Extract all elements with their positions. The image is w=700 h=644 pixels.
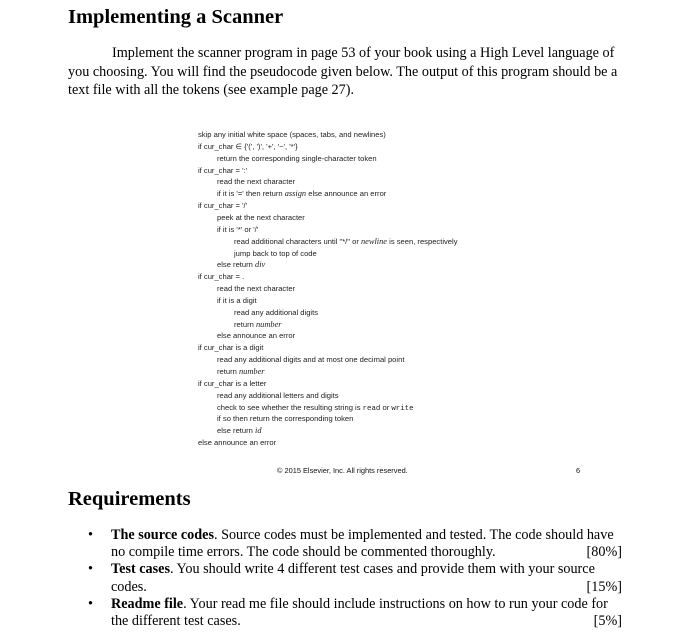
requirement-item xyxy=(88,527,622,561)
pseudocode-line: if it is a digit xyxy=(217,295,257,305)
pseudocode-line: read any additional digits xyxy=(234,307,319,317)
pseudocode-line: jump back to top of code xyxy=(234,248,317,258)
requirement-item xyxy=(88,561,622,595)
figure-copyright: © 2015 Elsevier, Inc. All rights reserved. xyxy=(277,466,408,475)
requirement-text-cont: no compile time errors. The code should be commented thoroughly. xyxy=(111,544,496,561)
pseudocode-line: read any additional letters and digits xyxy=(217,390,339,400)
requirement-item xyxy=(88,596,622,630)
figure-page-number: 6 xyxy=(576,466,581,475)
intro-line-1: Implement the scanner program in page 53 of your book using a High Level language of xyxy=(112,45,615,61)
requirement-title: The source codes xyxy=(111,527,214,543)
page-title: Implementing a Scanner xyxy=(68,6,284,28)
pseudocode-line: skip any initial white space (spaces, tabs, and newlines) xyxy=(198,130,386,139)
pseudocode-line: if cur_char = '/' xyxy=(198,201,248,211)
pseudocode-line: peek at the next character xyxy=(217,212,305,222)
pseudocode-line: if cur_char is a letter xyxy=(198,378,267,388)
requirement-weight: [5%] xyxy=(593,613,622,630)
intro-line-2: you choosing. You will find the pseudocode given below. The output of this program should be a xyxy=(68,63,618,80)
pseudocode-line: read the next character xyxy=(217,177,296,187)
pseudocode-line: read any additional digits and at most one decimal point xyxy=(217,355,405,365)
pseudocode-line: else return div xyxy=(217,260,266,270)
requirement-title: Readme file xyxy=(111,595,184,612)
requirement-weight: [80%] xyxy=(586,544,622,561)
pseudocode-line: read the next character xyxy=(217,284,296,294)
pseudocode-line: read additional characters until "*/" or newline is seen, respectively xyxy=(234,236,458,246)
pseudocode-line: if cur_char ∈ {'(', ')', '+', '−', '*'} xyxy=(198,141,298,151)
bullet: • xyxy=(88,527,93,543)
requirement-text-cont: codes. xyxy=(111,578,147,595)
pseudocode-line: if it is '*' or '/' xyxy=(217,224,259,234)
intro-line-3: text file with all the tokens (see example page 27). xyxy=(68,82,355,98)
requirement-title: Test cases xyxy=(111,561,170,578)
pseudocode-line: return number xyxy=(217,367,265,376)
requirements-list xyxy=(88,527,622,630)
requirement-text: . Your read me file should include instructions on how to run your code for xyxy=(183,595,608,612)
requirement-text: . Source codes must be implemented and tested. The code should have xyxy=(213,527,614,543)
requirement-weight: [15%] xyxy=(586,578,622,595)
pseudocode-line: if cur_char = ':' xyxy=(198,165,248,175)
pseudocode-line: return the corresponding single-character token xyxy=(217,153,377,163)
pseudocode-line: return number xyxy=(234,319,282,329)
pseudocode-line: check to see whether the resulting string is read or write xyxy=(217,402,414,413)
pseudocode-line: if cur_char = . xyxy=(198,272,245,282)
requirement-text-cont: the different test cases. xyxy=(111,613,241,630)
intro-paragraph xyxy=(68,44,638,100)
requirements-heading: Requirements xyxy=(68,488,191,510)
pseudocode-line: if so then return the corresponding token xyxy=(217,414,354,424)
bullet: • xyxy=(88,561,93,578)
bullet: • xyxy=(88,595,93,612)
requirement-text: . You should write 4 different test cases and provide them with your source xyxy=(169,561,595,578)
pseudocode-line: else announce an error xyxy=(198,438,277,448)
pseudocode-line: else return id xyxy=(217,426,262,436)
pseudocode-line: else announce an error xyxy=(217,331,296,341)
pseudocode-line: if cur_char is a digit xyxy=(198,343,264,353)
pseudocode-line: if it is '=' then return assign else announce an error xyxy=(217,189,387,199)
